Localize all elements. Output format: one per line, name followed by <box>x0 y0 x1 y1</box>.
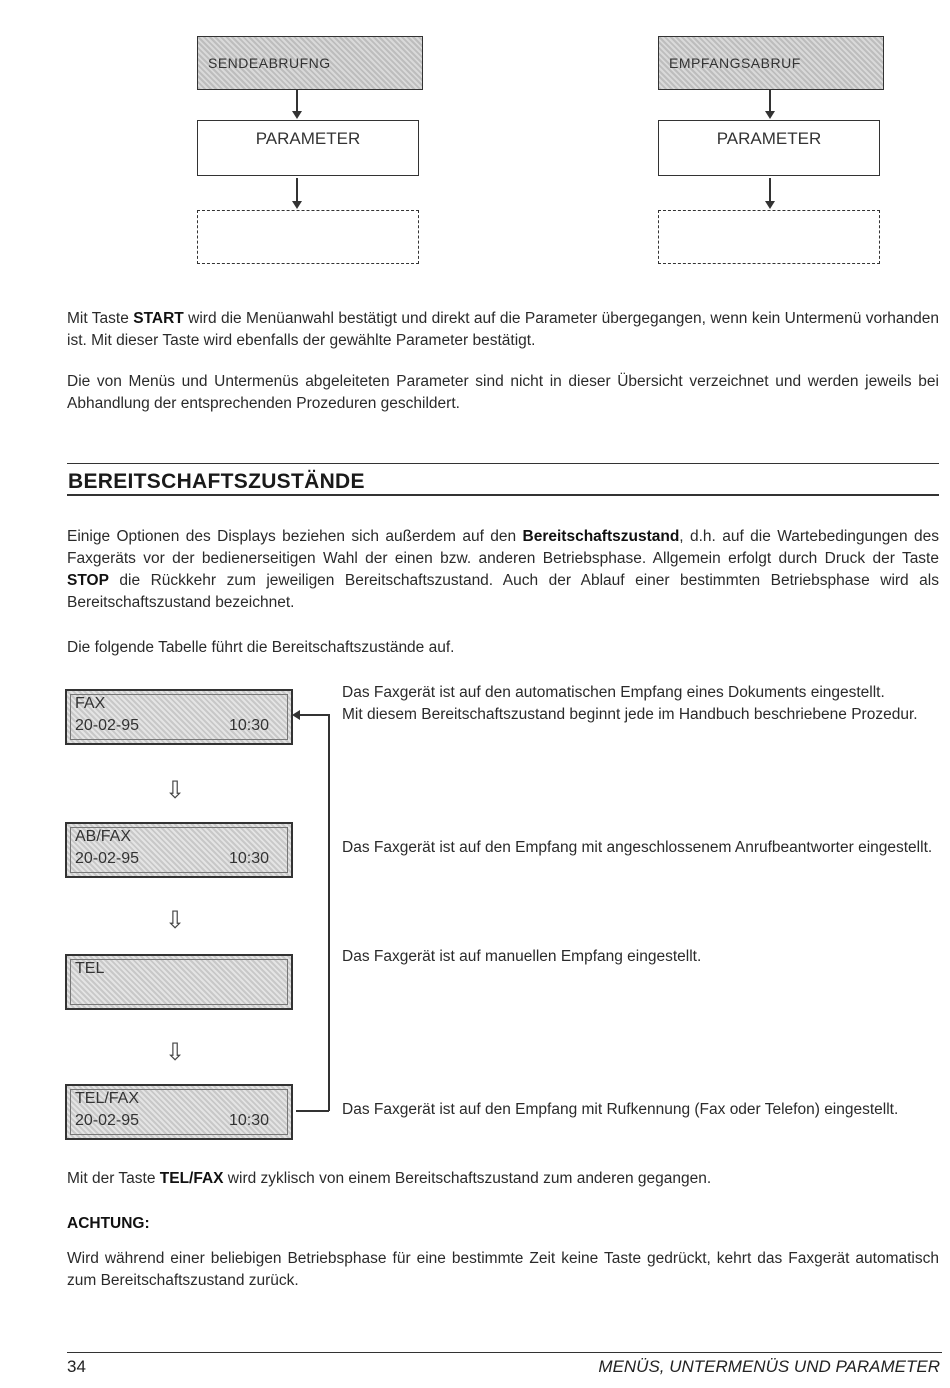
parameter-box-left <box>197 120 419 176</box>
intro-paragraph-1 <box>67 308 939 352</box>
note-text: Wird während einer beliebigen Betriebsphase für eine bestimmte Zeit keine Taste gedrückt, kehrt das Faxgerät automatisch zum Bereitschaftszustand zurück. <box>67 1250 939 1289</box>
parameter-label: PARAMETER <box>255 129 361 148</box>
connector-line <box>769 178 771 202</box>
arrow-down-icon <box>765 111 775 119</box>
section-title: BEREITSCHAFTSZUSTÄNDE <box>68 470 365 493</box>
lcd-date: 20-02-95 <box>75 850 140 867</box>
lcd-date: 20-02-95 <box>75 1112 140 1129</box>
lcd-line1: TEL <box>75 960 105 977</box>
closing-paragraph <box>67 1168 939 1190</box>
section-paragraph-1 <box>67 526 939 614</box>
key-stop: STOP <box>67 572 109 589</box>
key-telfax: TEL/FAX <box>159 1170 224 1187</box>
desc-abfax: Das Faxgerät ist auf den Empfang mit angeschlossenem Anrufbeantworter eingestellt. <box>342 839 933 856</box>
footer-rule <box>67 1352 942 1353</box>
down-arrow-icon: ⇩ <box>165 777 186 804</box>
lcd-time: 10:30 <box>228 850 269 867</box>
menu-box-empfangsabruf <box>658 36 884 90</box>
lcd-time: 10:30 <box>228 1112 269 1129</box>
text: Mit der Taste <box>67 1170 160 1187</box>
intro-paragraph-2: Die von Menüs und Untermenüs abgeleiteten Parameter sind nicht in dieser Übersicht verzeichnet und werden jeweils bei Abhandlung der entsprechenden Prozeduren geschildert. <box>67 373 939 412</box>
arrow-down-icon <box>292 201 302 209</box>
desc-text-2: Mit diesem Bereitschaftszustand beginnt jede im Handbuch beschriebene Prozedur. <box>342 706 918 723</box>
desc-telfax: Das Faxgerät ist auf den Empfang mit Rufkennung (Fax oder Telefon) eingestellt. <box>342 1101 899 1118</box>
text: Mit Taste <box>67 310 134 327</box>
menu-label: EMPFANGSABRUF <box>669 55 801 71</box>
page-number: 34 <box>67 1357 86 1376</box>
arrow-down-icon <box>292 111 302 119</box>
text: die Rückkehr zum jeweiligen Bereitschaftszustand. Auch der Ablauf einer bestimmten Betriebsphase wird als Bereitschaftszustand bezeichnet. <box>67 572 939 611</box>
parameter-label: PARAMETER <box>716 129 822 148</box>
section-rule-top <box>67 463 939 464</box>
dash-top <box>658 210 880 211</box>
connector-line <box>769 90 771 112</box>
note-title: ACHTUNG: <box>67 1215 150 1232</box>
lcd-line1: AB/FAX <box>75 828 132 845</box>
lcd-display-telfax <box>65 1084 293 1140</box>
menu-box-sendeabruf <box>197 36 423 90</box>
section-rule-bottom <box>67 494 939 496</box>
lcd-date: 20-02-95 <box>75 717 140 734</box>
text: wird die Menüanwahl bestätigt und direkt auf die Parameter übergegangen, wenn kein Untermenü vorhanden ist. Mit dieser Taste wird ebenfalls der gewählte Parameter bestätigt. <box>67 310 939 349</box>
cycle-line-vertical <box>328 714 330 1111</box>
dash-top <box>197 210 419 211</box>
menu-label: SENDEABRUFNG <box>208 55 331 71</box>
lcd-display-tel <box>65 954 293 1010</box>
parameter-box-right <box>658 120 880 176</box>
desc-text: Das Faxgerät ist auf den automatischen Empfang eines Dokuments eingestellt. <box>342 684 885 701</box>
cycle-line-bottom <box>296 1110 329 1112</box>
arrow-left-icon <box>292 710 300 720</box>
text: , d.h. auf die Wartebedingungen des Faxgeräts vor der bedienerseitigen Wahl der einen bzw. anderen Betriebsphase. Allgemein erfolgt durch Druck der Taste <box>67 528 939 567</box>
lcd-line1: FAX <box>75 695 106 712</box>
lcd-line1: TEL/FAX <box>75 1090 140 1107</box>
lcd-display-abfax <box>65 822 293 878</box>
optional-submenu-box-right <box>658 210 880 264</box>
connector-line <box>296 178 298 202</box>
lcd-display-fax <box>65 689 293 745</box>
down-arrow-icon: ⇩ <box>165 907 186 934</box>
desc-tel: Das Faxgerät ist auf manuellen Empfang eingestellt. <box>342 948 702 965</box>
arrow-down-icon <box>765 201 775 209</box>
bold-term: Bereitschaftszustand <box>522 528 680 545</box>
optional-submenu-box-left <box>197 210 419 264</box>
text: wird zyklisch von einem Bereitschaftszustand zum anderen gegangen. <box>223 1170 712 1187</box>
key-start: START <box>133 310 184 327</box>
footer-title: MENÜS, UNTERMENÜS UND PARAMETER <box>598 1357 940 1376</box>
cycle-line-top <box>296 714 328 716</box>
down-arrow-icon: ⇩ <box>165 1039 186 1066</box>
lcd-time: 10:30 <box>228 717 269 734</box>
section-paragraph-2: Die folgende Tabelle führt die Bereitschaftszustände auf. <box>67 639 455 656</box>
desc-fax <box>342 682 939 726</box>
text: Einige Optionen des Displays beziehen sich außerdem auf den <box>67 528 523 545</box>
connector-line <box>296 90 298 112</box>
